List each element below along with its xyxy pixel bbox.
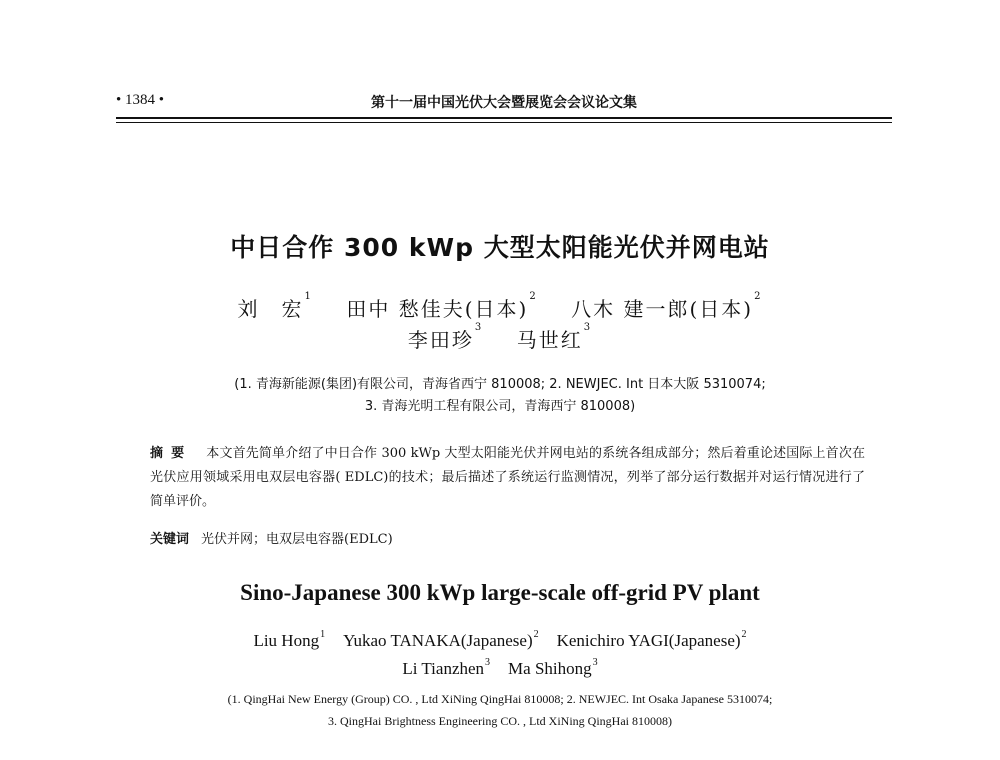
author-en: Kenichiro YAGI(Japanese) xyxy=(556,631,741,650)
authors-cn-line2 xyxy=(0,324,1000,353)
author-en: Yukao TANAKA(Japanese) xyxy=(343,631,533,650)
affiliation-cn-line1: (1. 青海新能源(集团)有限公司，青海省西宁 810008; 2. NEWJEC. Int 日本大阪 5310074; xyxy=(234,377,766,392)
affiliation-en-line1: (1. QingHai New Energy (Group) CO. , Ltd XiNing QingHai 810008; 2. NEWJEC. Int Osaka Japanese 5310074; xyxy=(227,692,773,706)
authors-cn-line1 xyxy=(0,293,1000,322)
keywords-text: 光伏并网；电双层电容器(EDLC) xyxy=(201,532,393,547)
abstract-label: 摘要 xyxy=(150,446,193,461)
author-en: Li Tianzhen xyxy=(402,659,485,678)
header-rule-thick xyxy=(116,117,892,119)
author-cn: 田中 愁佳夫(日本) xyxy=(346,297,529,321)
author-sup: 3 xyxy=(583,322,593,333)
author-en: Liu Hong xyxy=(253,631,320,650)
keywords-cn xyxy=(150,528,865,547)
paper-title-cn: 中日合作 300 kWp 大型太阳能光伏并网电站 xyxy=(230,233,770,262)
abstract-cn xyxy=(150,442,865,514)
authors-en-line1 xyxy=(0,631,1000,651)
author-sup: 2 xyxy=(529,291,538,302)
author-sup: 2 xyxy=(741,629,747,640)
abstract-text: 本文首先简单介绍了中日合作 300 kWp 大型太阳能光伏并网电站的系统各组成部分；然后着重论述国际上首次在光伏应用领域采用电双层电容器( EDLC)的技术；最后描述了系统运行监测情况，列举了部分运行数据并对运行情况进行了简单评价。 xyxy=(150,446,865,509)
page-number: • 1384 • xyxy=(116,92,165,108)
author-cn: 八木 建一郎(日本) xyxy=(571,297,754,321)
author-cn: 马世红 xyxy=(516,328,583,352)
running-header xyxy=(116,92,892,114)
paper-title-en: Sino-Japanese 300 kWp large-scale off-grid PV plant xyxy=(240,580,760,605)
journal-title: 第十一届中国光伏大会暨展览会会议论文集 xyxy=(371,95,637,111)
header-rule-thin xyxy=(116,122,892,123)
author-sup: 2 xyxy=(533,629,539,640)
author-sup: 3 xyxy=(474,322,484,333)
author-sup: 2 xyxy=(754,291,763,302)
author-en: Ma Shihong xyxy=(508,659,592,678)
author-cn: 李田珍 xyxy=(407,328,474,352)
affiliation-en-line2: 3. QingHai Brightness Engineering CO. , Ltd XiNing QingHai 810008) xyxy=(328,714,672,728)
affiliation-cn-line2: 3. 青海光明工程有限公司，青海西宁 810008) xyxy=(364,399,636,414)
authors-en-line2 xyxy=(0,659,1000,679)
author-sup: 1 xyxy=(320,629,326,640)
author-cn: 刘 宏 xyxy=(237,297,304,321)
author-sup: 3 xyxy=(485,657,491,668)
keywords-label: 关键词 xyxy=(150,532,190,547)
author-sup: 1 xyxy=(304,291,313,302)
author-sup: 3 xyxy=(592,657,598,668)
